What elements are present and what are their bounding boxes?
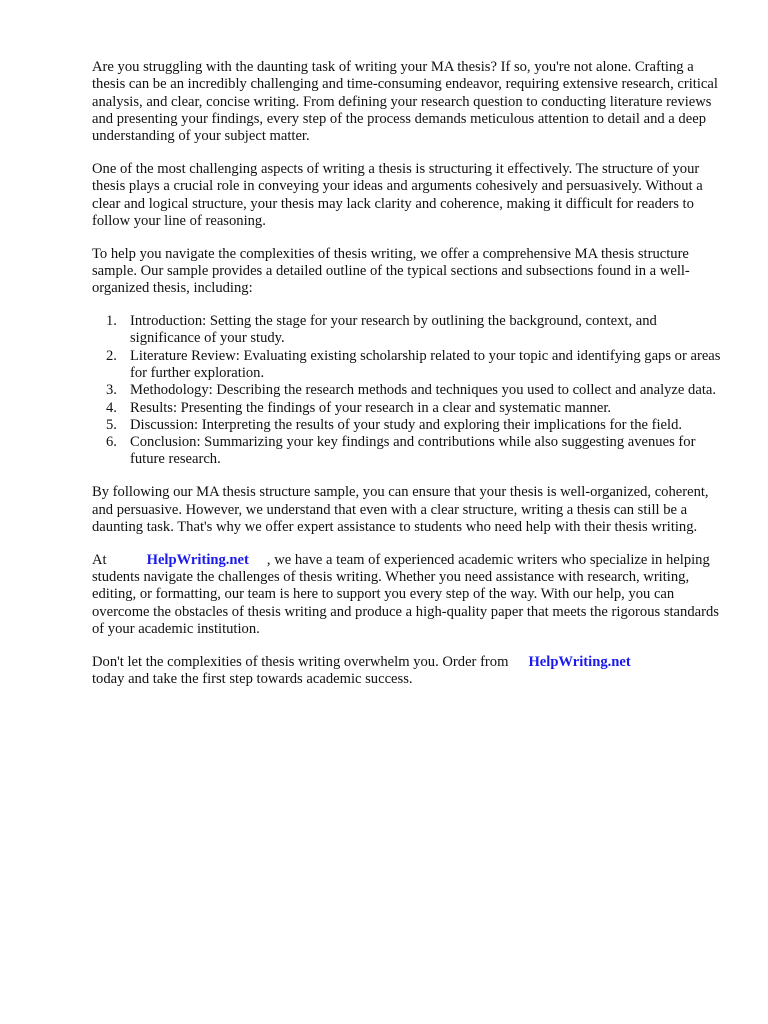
- closing-paragraph-lead: Don't let the complexities of thesis writing overwhelm you. Order from: [92, 653, 509, 670]
- team-paragraph-body: , we have a team of experienced academic writers who specialize in helping students navigate the challenges of thesis writing. Whether you need assistance with research, writing, editing, or formatting, our team is here to support you every step of the way. With our help, you can overcome the obstacles of thesis writing and produce a high-quality paper that meets the rigorous standards of your academic institution.: [92, 551, 719, 637]
- closing-paragraph: [92, 654, 722, 689]
- list-item-number: 1.: [106, 313, 117, 330]
- list-item: [92, 417, 722, 434]
- document-body: [92, 59, 722, 704]
- closing-paragraph-tail: today and take the first step towards academic success.: [92, 670, 413, 687]
- list-item-number: 6.: [106, 434, 117, 451]
- list-item: [92, 313, 722, 348]
- intro-paragraph: Are you struggling with the daunting task of writing your MA thesis? If so, you're not alone. Crafting a thesis can be an incredibly challenging and time-consuming endeavor, requiring extensive research, critical analysis, and clear, concise writing. From defining your research question to conducting literature reviews and presenting your findings, every step of the process demands meticulous attention to detail and a deep understanding of your subject matter.: [92, 59, 718, 145]
- structure-paragraph: One of the most challenging aspects of writing a thesis is structuring it effectively. The structure of your thesis plays a crucial role in conveying your ideas and arguments cohesively and persuasively. Without a clear and logical structure, your thesis may lack clarity and coherence, making it difficult for readers to follow your line of reasoning.: [92, 160, 703, 229]
- list-item-number: 3.: [106, 382, 117, 399]
- list-item-text: Introduction: Setting the stage for your research by outlining the background, context, and significance of your study.: [130, 313, 657, 347]
- thesis-sections-list: [92, 313, 722, 469]
- helpwriting-link[interactable]: HelpWriting.net: [146, 551, 249, 568]
- list-item-text: Literature Review: Evaluating existing scholarship related to your topic and identifying gaps or areas for further exploration.: [130, 347, 721, 381]
- list-item: [92, 348, 722, 383]
- list-item-number: 4.: [106, 399, 117, 416]
- following-paragraph: By following our MA thesis structure sample, you can ensure that your thesis is well-organized, coherent, and persuasive. However, we understand that even with a clear structure, writing a thesis can still be a daunting task. That's why we offer expert assistance to students who need help with their thesis writing.: [92, 484, 709, 535]
- list-item-text: Conclusion: Summarizing your key findings and contributions while also suggesting avenues for future research.: [130, 434, 696, 468]
- sample-paragraph: To help you navigate the complexities of thesis writing, we offer a comprehensive MA thesis structure sample. Our sample provides a detailed outline of the typical sections and subsections found in a well-organized thesis, including:: [92, 245, 690, 297]
- list-item-number: 5.: [106, 416, 117, 433]
- team-paragraph-lead: At: [92, 551, 107, 568]
- list-item: [92, 382, 722, 399]
- list-item: [92, 434, 722, 469]
- helpwriting-link-footer[interactable]: HelpWriting.net: [528, 653, 631, 670]
- team-paragraph: [92, 552, 722, 638]
- list-item-text: Discussion: Interpreting the results of your study and exploring their implications for the field.: [130, 416, 683, 433]
- list-item: [92, 400, 722, 417]
- list-item-text: Methodology: Describing the research methods and techniques you used to collect and analyze data.: [130, 382, 716, 399]
- list-item-number: 2.: [106, 347, 117, 364]
- list-item-text: Results: Presenting the findings of your research in a clear and systematic manner.: [130, 399, 612, 416]
